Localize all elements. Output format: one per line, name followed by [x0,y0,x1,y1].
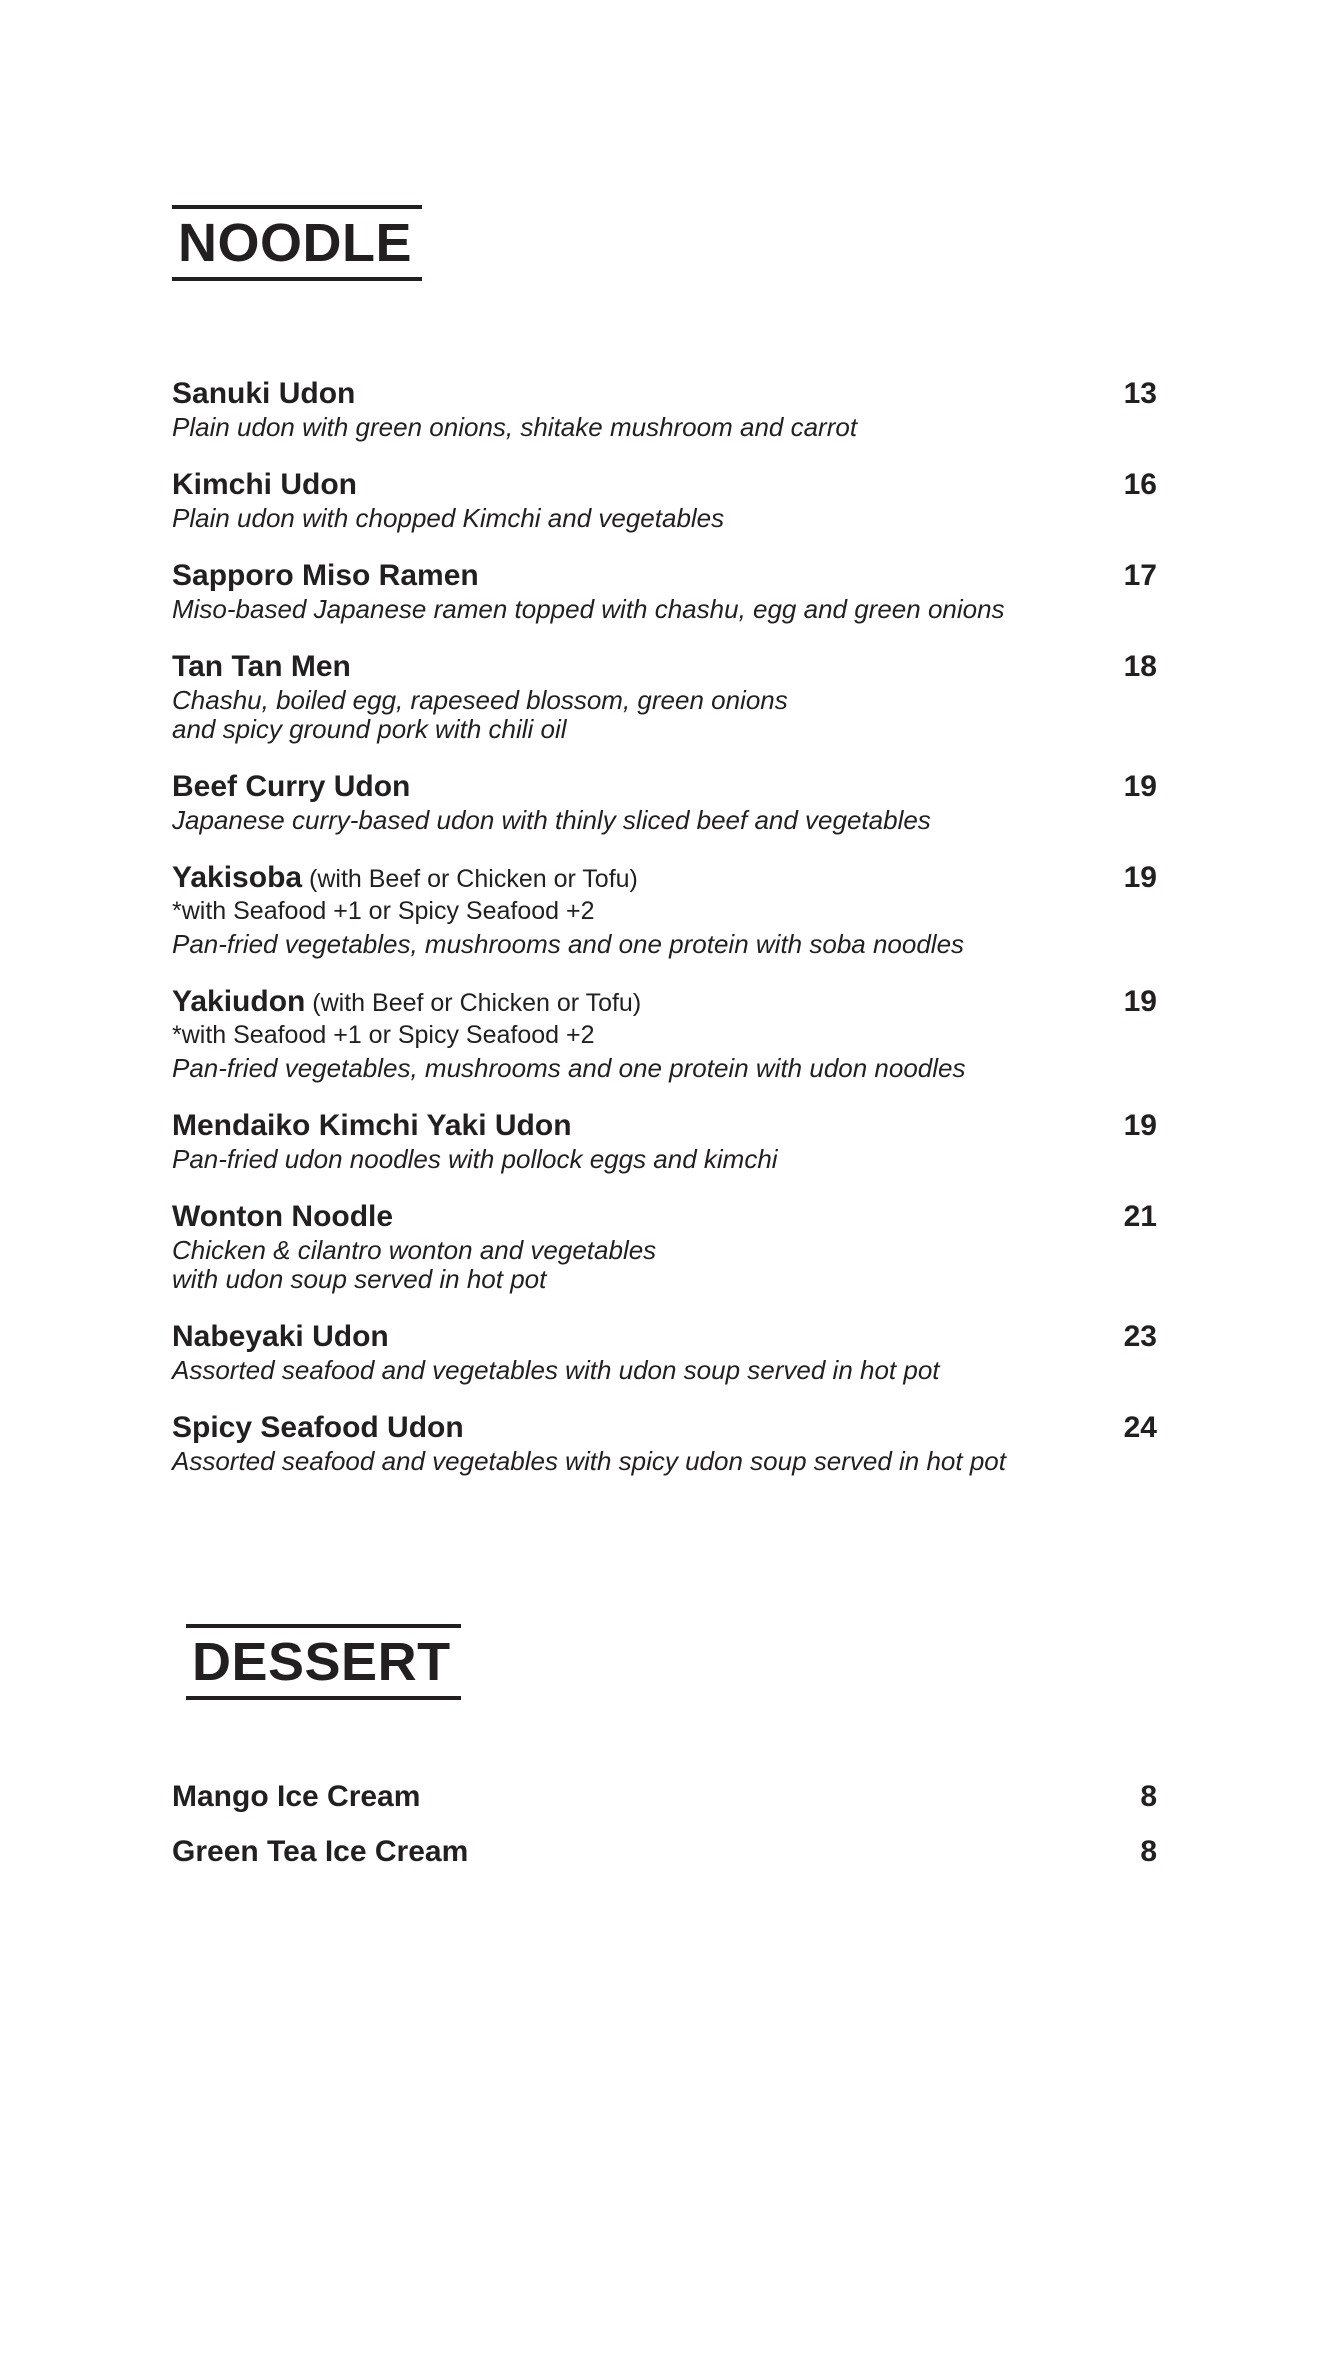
item-price: 13 [1123,376,1157,410]
item-description [172,1447,1006,1476]
item-text [172,1201,656,1294]
item-description-line: and spicy ground pork with chili oil [172,713,567,744]
item-description [172,806,931,835]
item-description-line: Miso-based Japanese ramen topped with chashu, egg and green onions [172,593,1005,624]
item-name [172,469,724,501]
item-text [172,1412,1006,1476]
item-description [172,930,964,959]
item-name-suffix: (with Beef or Chicken or Tofu) [305,988,642,1017]
item-note: *with Seafood +1 or Spicy Seafood +2 [172,896,595,925]
item-name [172,378,857,410]
item-price: 19 [1123,860,1157,894]
item-name [172,1781,420,1813]
menu-item [172,1201,1157,1294]
item-text [172,469,724,533]
item-text [172,1781,420,1813]
item-name-label: Sanuki Udon [172,376,356,410]
menu-item [172,560,1157,624]
item-text [172,1836,468,1868]
menu-item [172,862,1157,959]
menu-content [172,160,1157,1891]
item-price: 19 [1123,1108,1157,1142]
item-note: *with Seafood +1 or Spicy Seafood +2 [172,1020,595,1049]
item-text [172,862,964,959]
item-name [172,1201,656,1233]
item-description-line: Pan-fried vegetables, mushrooms and one protein with soba noodles [172,928,965,959]
menu-item [172,469,1157,533]
section-title-noodle: NOODLE [172,205,422,281]
item-description-line: Plain udon with chopped Kimchi and vegetables [172,502,725,533]
item-name [172,862,964,895]
menu-item [172,651,1157,744]
menu-item [172,378,1157,442]
item-price: 19 [1123,769,1157,803]
menu-item [172,1110,1157,1174]
item-name-label: Wonton Noodle [172,1199,394,1233]
item-name [172,1321,940,1353]
menu-section [172,1580,1157,1869]
item-name-label: Green Tea Ice Cream [172,1835,469,1869]
item-text [172,560,1005,624]
item-text [172,986,966,1083]
item-name [172,1412,1006,1444]
menu-item [172,1321,1157,1385]
item-name-label: Sapporo Miso Ramen [172,558,479,592]
item-description-line: Japanese curry-based udon with thinly sliced beef and vegetables [172,804,931,835]
menu-item [172,1781,1157,1813]
section-items [172,378,1157,1476]
item-description [172,413,857,442]
section-items [172,1781,1157,1868]
item-name-label: Tan Tan Men [172,649,351,683]
item-description [172,595,1005,624]
menu-item [172,1836,1157,1868]
item-name [172,560,1005,592]
item-description-line: Chashu, boiled egg, rapeseed blossom, green onions [172,684,788,715]
item-description-line: Pan-fried udon noodles with pollock eggs and kimchi [172,1143,778,1174]
menu-item [172,986,1157,1083]
item-description-line: Chicken & cilantro wonton and vegetables [172,1234,657,1265]
item-price: 16 [1123,467,1157,501]
item-description-line: Assorted seafood and vegetables with udon soup served in hot pot [172,1354,940,1385]
item-name-label: Beef Curry Udon [172,769,411,803]
item-description [172,504,724,533]
item-price: 19 [1123,984,1157,1018]
item-name-label: Spicy Seafood Udon [172,1410,464,1444]
item-text [172,1321,940,1385]
item-text [172,1110,778,1174]
item-name-label: Yakiudon [172,984,306,1018]
item-name [172,1110,778,1142]
item-name [172,651,788,683]
item-name-label: Nabeyaki Udon [172,1319,389,1353]
item-price: 18 [1123,649,1157,683]
item-name [172,1836,468,1868]
item-text [172,771,931,835]
item-price: 8 [1140,1835,1157,1869]
item-name-label: Mendaiko Kimchi Yaki Udon [172,1108,572,1142]
item-description [172,686,788,744]
item-price: 23 [1123,1319,1157,1353]
item-text [172,651,788,744]
item-description [172,1236,656,1294]
item-description-line: Plain udon with green onions, shitake mushroom and carrot [172,411,858,442]
menu-item [172,1412,1157,1476]
item-name-label: Kimchi Udon [172,467,357,501]
item-price: 24 [1123,1410,1157,1444]
item-name-label: Yakisoba [172,860,303,894]
item-price: 17 [1123,558,1157,592]
menu-item [172,771,1157,835]
item-name-suffix: (with Beef or Chicken or Tofu) [302,864,638,893]
section-title-dessert: DESSERT [186,1624,461,1700]
item-name [172,771,931,803]
item-text [172,378,857,442]
item-description [172,1356,940,1385]
item-description-line: Assorted seafood and vegetables with spicy udon soup served in hot pot [172,1445,1006,1476]
item-description-line: Pan-fried vegetables, mushrooms and one protein with udon noodles [172,1052,966,1083]
item-description-line: with udon soup served in hot pot [172,1263,547,1294]
item-price: 8 [1140,1780,1157,1814]
item-description [172,1145,778,1174]
item-name-label: Mango Ice Cream [172,1780,421,1814]
menu-section [172,160,1157,1476]
item-description [172,1054,966,1083]
item-name [172,986,966,1019]
item-price: 21 [1123,1199,1157,1233]
